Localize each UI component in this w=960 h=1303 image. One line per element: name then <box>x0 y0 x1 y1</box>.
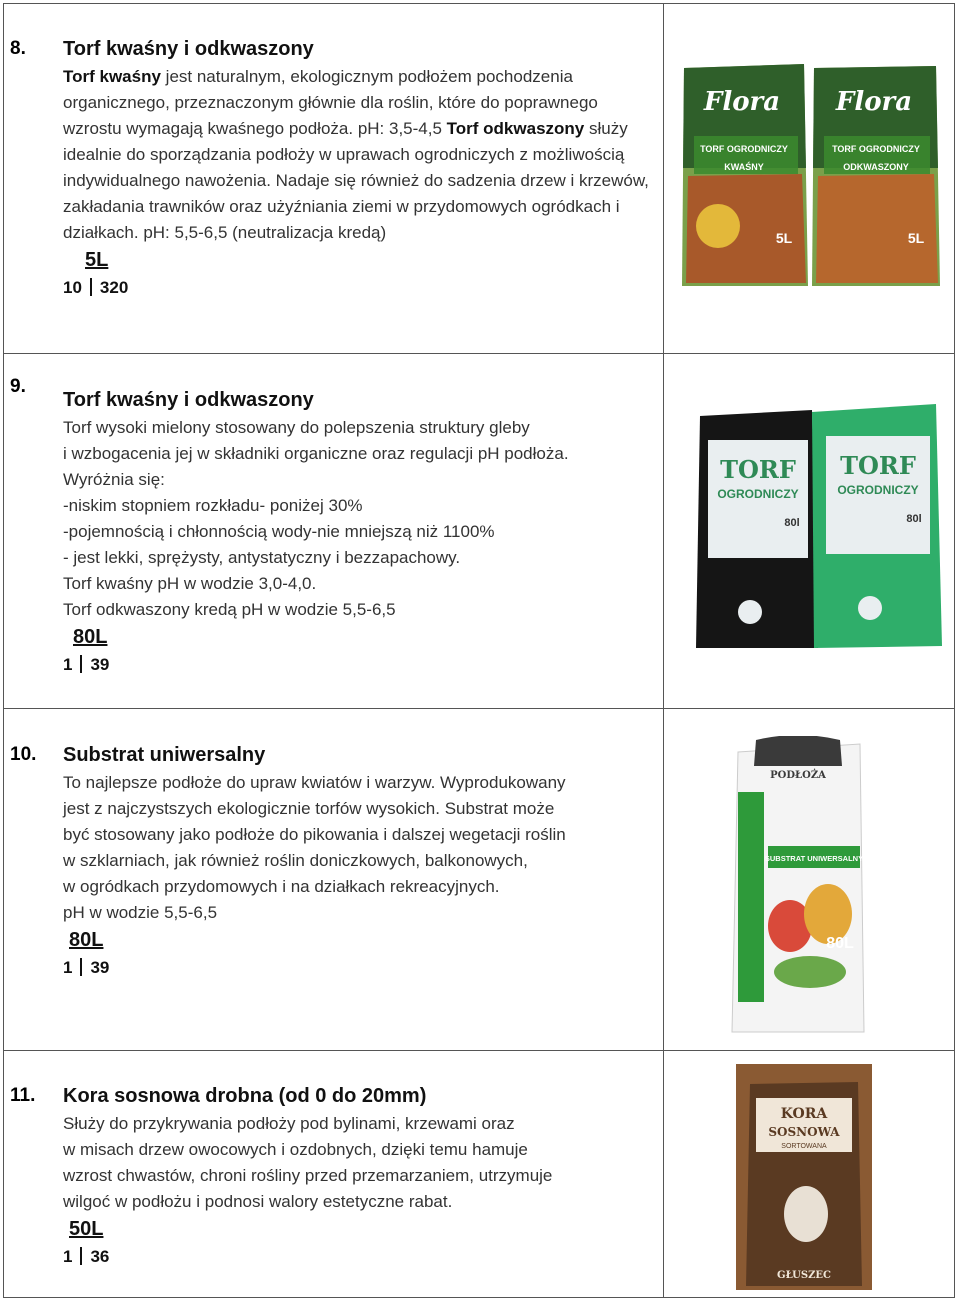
capacity-label: 50L <box>69 1218 104 1240</box>
bag-top: KORA <box>780 1106 828 1122</box>
description-line: jest z najczystszych ekologicznie torfów wysokich. Substrat może <box>63 799 555 818</box>
product-image <box>730 736 866 1036</box>
bag-header: PODŁOŻA <box>770 770 826 781</box>
capacity-label: 80L <box>73 626 108 648</box>
bag-line: TORF OGRODNICZY <box>700 144 788 154</box>
bag-brand: Flora <box>703 87 781 117</box>
packaging-info <box>63 1243 653 1271</box>
pack-quantity: 1 <box>63 655 73 674</box>
pack-separator <box>80 958 82 976</box>
pallet-quantity: 36 <box>90 1247 110 1266</box>
pallet-quantity: 39 <box>90 655 110 674</box>
description-text: służy idealnie do sporządzania podłoży w uprawach ogrodniczych z możliwością indywidualnego nawożenia. Nadaje się również do sadzenia drzew i krzewów, zakładania trawników oraz użyźniania ziemi w przydomowych ogródkach i działkach. pH: 5,5-6,5 (neutralizacja kredą) <box>63 119 649 242</box>
item-number: 8. <box>10 38 26 59</box>
description-line: w ogródkach przydomowych i na działkach rekreacyjnych. <box>63 877 500 896</box>
product-image <box>736 1064 872 1290</box>
bag-type: ODKWASZONY <box>843 162 909 172</box>
description-line: Torf odkwaszony kredą pH w wodzie 5,5-6,5 <box>63 600 396 619</box>
bag-volume: 80l <box>784 517 800 529</box>
bag-sub: SORTOWANA <box>781 1143 827 1150</box>
bag-word: TORF <box>840 451 916 480</box>
description-line: Torf kwaśny pH w wodzie 3,0-4,0. <box>63 574 317 593</box>
description-text: jest naturalnym, ekologicznym podłożem pochodzenia organicznego, przeznaczonym głównie dla roślin, które do poprawnego wzrostu wymagają kwaśnego podłoża. pH: 3,5-4,5 <box>63 67 598 138</box>
item-number: 9. <box>10 376 26 397</box>
bag-type: KWAŚNY <box>724 162 764 172</box>
pack-separator <box>90 278 92 296</box>
bag-mid: SOSNOWA <box>768 1125 840 1139</box>
capacity-label: 80L <box>69 929 104 951</box>
item-description <box>63 64 653 246</box>
item-number: 11. <box>10 1085 36 1106</box>
item-title: Torf kwaśny i odkwaszony <box>63 38 314 60</box>
description-line: i wzbogacenia jej w składniki organiczne oraz regulacji pH podłoża. <box>63 444 569 463</box>
row-divider <box>3 353 955 354</box>
description-line: -pojemnością i chłonnością wody-nie mniejszą niż 1100% <box>63 522 495 541</box>
item-content <box>63 35 653 302</box>
product-image <box>680 58 942 294</box>
description-line: -niskim stopniem rozkładu- poniżej 30% <box>63 496 363 515</box>
pack-quantity: 1 <box>63 958 73 977</box>
description-line: być stosowany jako podłoże do pikowania i dalszej wegetacji roślin <box>63 825 566 844</box>
description-line: w misach drzew owocowych i ozdobnych, dzięki temu hamuje <box>63 1140 528 1159</box>
pack-quantity: 1 <box>63 1247 73 1266</box>
bag-volume: 80L <box>826 935 854 952</box>
capacity-label: 5L <box>85 249 109 271</box>
description-line: pH w wodzie 5,5-6,5 <box>63 903 218 922</box>
description-line: Służy do przykrywania podłoży pod bylinami, krzewami oraz <box>63 1114 515 1133</box>
column-divider <box>663 3 664 1298</box>
pallet-quantity: 39 <box>90 958 110 977</box>
item-content <box>63 1082 653 1271</box>
item-content <box>63 386 653 679</box>
bag-sub: OGRODNICZY <box>837 483 919 497</box>
bold-term: Torf odkwaszony <box>446 119 585 138</box>
description-line: w szklarniach, jak również roślin doniczkowych, balkonowych, <box>63 851 528 870</box>
bag-volume: 5L <box>775 230 793 246</box>
item-title: Kora sosnowa drobna (od 0 do 20mm) <box>63 1085 427 1107</box>
bag-brand: Flora <box>835 87 913 117</box>
row-divider <box>3 708 955 709</box>
pack-quantity: 10 <box>63 278 82 297</box>
bag-volume: 5L <box>907 230 925 246</box>
packaging-info <box>63 651 653 679</box>
description-line: Torf wysoki mielony stosowany do polepszenia struktury gleby <box>63 418 530 437</box>
description-line: To najlepsze podłoże do upraw kwiatów i warzyw. Wyprodukowany <box>63 773 566 792</box>
packaging-info <box>63 954 653 982</box>
packaging-info <box>63 274 653 302</box>
item-number: 10. <box>10 744 37 765</box>
item-title: Substrat uniwersalny <box>63 744 266 766</box>
bag-word: TORF <box>720 455 796 484</box>
description-line: wilgoć w podłożu i podnosi walory estetyczne rabat. <box>63 1192 453 1211</box>
bag-line: TORF OGRODNICZY <box>832 144 920 154</box>
pack-separator <box>80 655 82 673</box>
description-line: Wyróżnia się: <box>63 470 165 489</box>
description-line: - jest lekki, sprężysty, antystatyczny i bezzapachowy. <box>63 548 461 567</box>
bag-sub: OGRODNICZY <box>717 487 799 501</box>
bag-volume: 80l <box>906 513 922 525</box>
item-content <box>63 741 653 982</box>
bag-brand: GŁUSZEC <box>777 1270 831 1281</box>
pallet-quantity: 320 <box>99 278 129 297</box>
bag-label: SUBSTRAT UNIWERSALNY <box>764 854 864 863</box>
item-title: Torf kwaśny i odkwaszony <box>63 389 314 411</box>
description-line: wzrost chwastów, chroni rośliny przed przemarzaniem, utrzymuje <box>63 1166 553 1185</box>
product-image <box>694 402 944 654</box>
bold-term: Torf kwaśny <box>63 67 161 86</box>
row-divider <box>3 1050 955 1051</box>
pack-separator <box>80 1247 82 1265</box>
